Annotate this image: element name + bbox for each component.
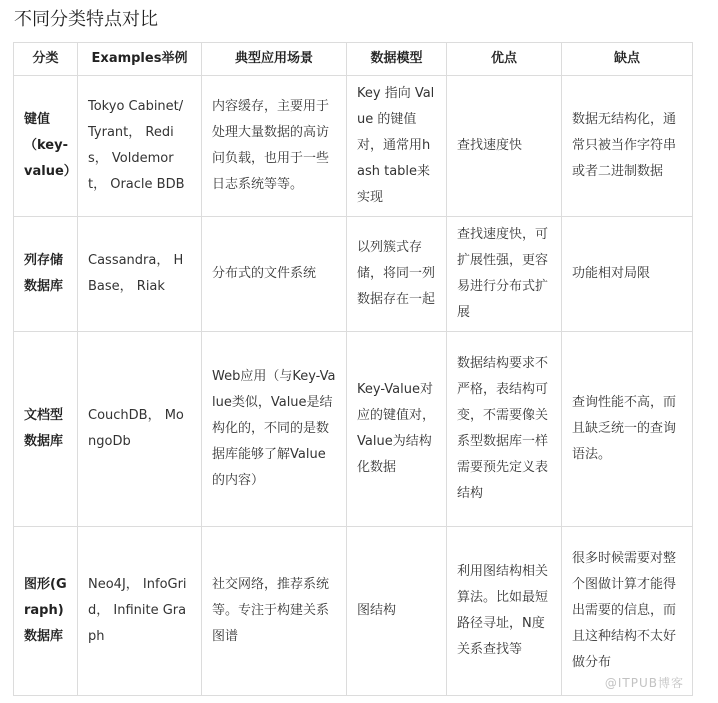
model-cell: 图结构 bbox=[347, 527, 447, 696]
pros-cell: 数据结构要求不严格，表结构可变，不需要像关系型数据库一样需要预先定义表结构 bbox=[447, 332, 562, 527]
model-cell: 以列簇式存储，将同一列数据存在一起 bbox=[347, 217, 447, 332]
examples-cell: Neo4J， InfoGrid， Infinite Graph bbox=[78, 527, 202, 696]
header-model: 数据模型 bbox=[347, 43, 447, 76]
examples-cell: Cassandra， HBase， Riak bbox=[78, 217, 202, 332]
category-cell: 列存储数据库 bbox=[14, 217, 78, 332]
table-row bbox=[14, 527, 693, 696]
cons-cell: 功能相对局限 bbox=[562, 217, 693, 332]
cons-cell: 很多时候需要对整个图做计算才能得出需要的信息，而且这种结构不太好做分布 bbox=[562, 527, 693, 696]
model-cell: Key-Value对应的键值对，Value为结构化数据 bbox=[347, 332, 447, 527]
model-cell: Key 指向 Value 的键值对，通常用hash table来实现 bbox=[347, 76, 447, 217]
cons-cell: 数据无结构化，通常只被当作字符串或者二进制数据 bbox=[562, 76, 693, 217]
category-cell: 图形(Graph)数据库 bbox=[14, 527, 78, 696]
examples-cell: Tokyo Cabinet/Tyrant， Redis， Voldemort， Oracle BDB bbox=[78, 76, 202, 217]
watermark-text: @ITPUB博客 bbox=[601, 674, 688, 691]
scenario-cell: 社交网络，推荐系统等。专注于构建关系图谱 bbox=[202, 527, 347, 696]
header-cons: 缺点 bbox=[562, 43, 693, 76]
table-row bbox=[14, 217, 693, 332]
scenario-cell: 内容缓存，主要用于处理大量数据的高访问负载，也用于一些日志系统等等。 bbox=[202, 76, 347, 217]
pros-cell: 查找速度快，可扩展性强，更容易进行分布式扩展 bbox=[447, 217, 562, 332]
header-pros: 优点 bbox=[447, 43, 562, 76]
header-scenario: 典型应用场景 bbox=[202, 43, 347, 76]
table-header-row bbox=[14, 43, 693, 76]
table-row bbox=[14, 332, 693, 527]
header-category: 分类 bbox=[14, 43, 78, 76]
pros-cell: 查找速度快 bbox=[447, 76, 562, 217]
category-cell: 键值（key-value） bbox=[14, 76, 78, 217]
page-title: 不同分类特点对比 bbox=[14, 9, 158, 30]
examples-cell: CouchDB， MongoDb bbox=[78, 332, 202, 527]
pros-cell: 利用图结构相关算法。比如最短路径寻址，N度关系查找等 bbox=[447, 527, 562, 696]
comparison-table bbox=[13, 42, 693, 696]
scenario-cell: 分布式的文件系统 bbox=[202, 217, 347, 332]
category-cell: 文档型数据库 bbox=[14, 332, 78, 527]
scenario-cell: Web应用（与Key-Value类似，Value是结构化的，不同的是数据库能够了解Value的内容） bbox=[202, 332, 347, 527]
table-row bbox=[14, 76, 693, 217]
header-examples: Examples举例 bbox=[78, 43, 202, 76]
cons-cell: 查询性能不高，而且缺乏统一的查询语法。 bbox=[562, 332, 693, 527]
